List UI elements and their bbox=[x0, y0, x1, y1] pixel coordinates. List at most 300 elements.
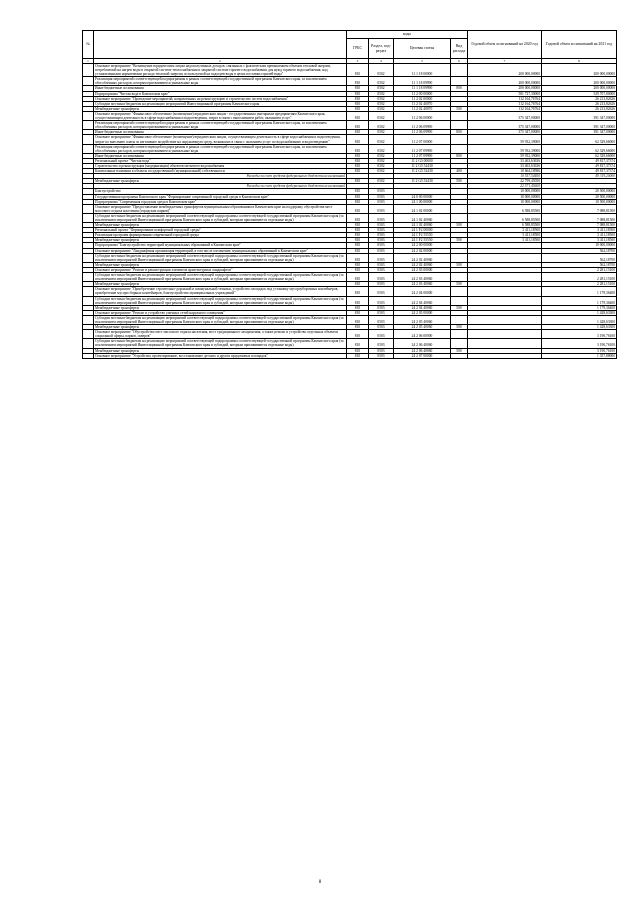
row-name-cell: Межбюджетные трансферты bbox=[94, 223, 347, 228]
target-article-cell: 11 2 07 09990 bbox=[394, 153, 451, 158]
target-article-cell: 11 2 06 09990 bbox=[394, 121, 451, 130]
amount-2021-cell: 562,18700 bbox=[542, 248, 617, 253]
target-article-cell: 11 2 G5 52430 bbox=[394, 169, 451, 174]
amount-2020-cell: 59 932,39000 bbox=[468, 153, 542, 158]
row-name-cell: Основное мероприятие "Финансовое обеспечение (возмещение) юридическим лицам, осуществляющим деятельность в сфере водоснабжения и водоотведения, затрат по внесению платы за негативное воздействие на окружающую среду, возникших в связи с оказанием услуг по водоснабжению и водоотведению" bbox=[94, 135, 347, 144]
grbs-code-cell: 810 bbox=[347, 144, 369, 153]
amount-2021-cell: 49 817,37374 bbox=[542, 163, 617, 168]
grbs-code-cell: 810 bbox=[347, 315, 369, 324]
amount-2021-cell: 1 428,63300 bbox=[542, 310, 617, 315]
row-number-cell bbox=[83, 315, 94, 324]
grbs-code-cell: 810 bbox=[347, 153, 369, 158]
expense-type-cell bbox=[451, 330, 468, 339]
grbs-code-cell: 810 bbox=[347, 189, 369, 194]
amount-2021-cell: 3 190,76100 bbox=[542, 339, 617, 348]
row-number-cell bbox=[83, 64, 94, 77]
target-article-cell: 24 2 03 00000 bbox=[394, 267, 451, 272]
row-name-cell: Основное мероприятие "Предоставление межбюджетных трансфертов муниципальным образованиям в Камчатском крае на поддержку обустройства мест массового отдыха населения (городских парков)" bbox=[94, 204, 347, 213]
row-number-cell bbox=[83, 204, 94, 213]
amount-2020-cell: 112 164,76764 bbox=[468, 101, 542, 106]
amount-2020-cell: 3 411,18500 bbox=[468, 238, 542, 243]
table-row bbox=[83, 77, 617, 86]
amount-2021-cell: 49 319,20000 bbox=[542, 174, 617, 179]
grbs-code-cell: 810 bbox=[347, 273, 369, 282]
row-name-cell: Капитальные вложения в объекты государственной (муниципальной) собственности bbox=[94, 169, 347, 174]
target-article-cell: 11 2 06 00000 bbox=[394, 111, 451, 120]
section-code-cell: 0502 bbox=[369, 144, 394, 153]
row-number-cell bbox=[83, 296, 94, 305]
amount-2020-cell: 6 588,85500 bbox=[468, 213, 542, 222]
table-row bbox=[83, 330, 617, 339]
grbs-code-cell: 810 bbox=[347, 106, 369, 111]
row-name-cell: Подпрограмма "Чистая вода в Камчатском крае" bbox=[94, 91, 347, 96]
grbs-code-cell: 810 bbox=[347, 339, 369, 348]
grbs-code-cell: 810 bbox=[347, 213, 369, 222]
section-code-cell: 0502 bbox=[369, 96, 394, 101]
expense-type-cell bbox=[451, 77, 468, 86]
expense-type-cell: 800 bbox=[451, 86, 468, 91]
row-name-cell: Межбюджетные трансферты bbox=[94, 106, 347, 111]
expense-type-cell: 800 bbox=[451, 130, 468, 135]
target-article-cell: 11 1 18 09990 bbox=[394, 86, 451, 91]
row-name-cell: Основное мероприятие "Ремонт и реконструкция элементов архитектурных ландшафтов" bbox=[94, 267, 347, 272]
amount-2021-cell: 2 281,15100 bbox=[542, 267, 617, 272]
amount-2021-cell: 3 190,76100 bbox=[542, 348, 617, 353]
grbs-code-cell: 810 bbox=[347, 248, 369, 253]
row-number-cell bbox=[83, 77, 94, 86]
row-name-cell: Реализация программ формирования современной городской среды bbox=[94, 233, 347, 238]
amount-2021-cell: 26 213,82626 bbox=[542, 96, 617, 101]
expense-type-cell: 800 bbox=[451, 153, 468, 158]
grbs-code-cell: 810 bbox=[347, 348, 369, 353]
expense-type-cell bbox=[451, 144, 468, 153]
expense-type-cell bbox=[451, 339, 468, 348]
row-name-cell: Региональный проект "Формирование комфортной городской среды" bbox=[94, 228, 347, 233]
row-number-cell bbox=[83, 213, 94, 222]
target-article-cell: 24 1 02 40060 bbox=[394, 223, 451, 228]
column-number: 8 bbox=[542, 59, 617, 64]
amount-2021-cell: 26 213,82626 bbox=[542, 106, 617, 111]
target-article-cell: 24 2 04 40060 bbox=[394, 305, 451, 310]
target-article-cell: 24 2 05 40060 bbox=[394, 315, 451, 324]
section-code-cell: 0503 bbox=[369, 194, 394, 199]
grbs-code-cell: 810 bbox=[347, 111, 369, 120]
row-number-cell bbox=[83, 287, 94, 296]
grbs-code-cell: 810 bbox=[347, 96, 369, 101]
row-name-cell: Подпрограмма "Современная городская среда в Камчатском крае" bbox=[94, 199, 347, 204]
table-row bbox=[83, 296, 617, 305]
col-number-header: № bbox=[83, 31, 94, 59]
grbs-code-cell: 810 bbox=[347, 330, 369, 339]
amount-2020-cell bbox=[468, 315, 542, 324]
amount-2021-cell: 391 347,00000 bbox=[542, 111, 617, 120]
target-article-cell: 11 2 00 00000 bbox=[394, 91, 451, 96]
amount-2021-cell: 49 817,37374 bbox=[542, 158, 617, 163]
section-code-cell: 0502 bbox=[369, 64, 394, 77]
row-name-cell: Основное мероприятие "Обустройство мест массового отдыха населения, мест традиционного захоронения, а также ремонт и устройство отдельных объектов социальной сферы, парков, скверов" bbox=[94, 330, 347, 339]
page-number: 8 bbox=[318, 880, 322, 885]
target-article-cell: 11 1 18 00000 bbox=[394, 64, 451, 77]
target-article-cell: 11 2 07 09990 bbox=[394, 144, 451, 153]
amount-2021-cell: 1 179,36400 bbox=[542, 305, 617, 310]
grbs-code-cell: 810 bbox=[347, 305, 369, 310]
amount-2020-cell: 10 557,54400 bbox=[468, 174, 542, 179]
row-name-cell: Субсидии местным бюджетам на реализацию мероприятий соответствующей подпрограммы соответствующей государственной программы Камчатского края (за исключением мероприятий Инвестиционной программы Камчатского края и субсидий, которым присваиваются отдельные коды) bbox=[94, 253, 347, 262]
section-code-cell: 0503 bbox=[369, 353, 394, 358]
row-name-cell: Основное мероприятие "Возмещение юридическим лицам недополученных доходов, связанных с фактическим превышением объемов тепловой энергии, потребляемой на нагрев воды в открытой системе теплоснабжения и закрытой системе горячего водоснабжения для нужд горячего водоснабжения, над установленными нормативами расхода тепловой энергии, используемой на подогрев воды в целях поставки горячей воды" bbox=[94, 64, 347, 77]
expense-type-cell bbox=[451, 204, 468, 213]
target-article-cell: 24 1 02 00000 bbox=[394, 204, 451, 213]
amount-2021-cell: 20 500,00000 bbox=[542, 189, 617, 194]
amount-2021-cell: 200 000,00000 bbox=[542, 86, 617, 91]
target-article-cell: 24 2 06 40060 bbox=[394, 348, 451, 353]
section-code-cell: 0502 bbox=[369, 179, 394, 184]
expense-type-cell: 400 bbox=[451, 169, 468, 174]
amount-2021-cell: 562,18700 bbox=[542, 253, 617, 262]
column-number: 4 bbox=[369, 59, 394, 64]
grbs-code-cell: 810 bbox=[347, 91, 369, 96]
grbs-code-cell: 810 bbox=[347, 262, 369, 267]
section-code-cell: 0503 bbox=[369, 305, 394, 310]
table-row bbox=[83, 204, 617, 213]
target-article-cell: 11 1 18 09990 bbox=[394, 77, 451, 86]
amount-2021-cell: 3 411,18500 bbox=[542, 228, 617, 233]
table-row bbox=[83, 253, 617, 262]
row-name-cell: Основное мероприятие "Финансовое обеспечение (возмещение) юридическим лицам - государственным унитарным предприятиям Камчатского края, осуществляющим деятельность в сфере водоснабжения и водоотведения, затрат в связи с выполнением работ, оказанием услуг" bbox=[94, 111, 347, 120]
amount-2020-cell bbox=[468, 287, 542, 296]
section-code-cell: 0503 bbox=[369, 330, 394, 339]
amount-2021-cell: 200 000,00000 bbox=[542, 64, 617, 77]
amount-2020-cell bbox=[468, 339, 542, 348]
table-body bbox=[83, 64, 617, 359]
row-number-cell bbox=[83, 144, 94, 153]
grbs-code-cell: 810 bbox=[347, 101, 369, 106]
row-name-cell: Основное мероприятие "Ремонт и устройство уличных сетей наружного освещения" bbox=[94, 310, 347, 315]
section-code-cell: 0503 bbox=[369, 204, 394, 213]
col-2020-header: Годовой объем ассигнований на 2020 год bbox=[468, 31, 542, 59]
amount-2020-cell: 59 932,39000 bbox=[468, 144, 542, 153]
amount-2021-cell: 1 179,36400 bbox=[542, 287, 617, 296]
column-number: 3 bbox=[347, 59, 369, 64]
amount-2021-cell: 49 817,37374 bbox=[542, 169, 617, 174]
grbs-code-cell: 810 bbox=[347, 282, 369, 287]
section-code-cell: 0503 bbox=[369, 223, 394, 228]
section-code-cell: 0503 bbox=[369, 273, 394, 282]
section-code-cell: 0502 bbox=[369, 153, 394, 158]
amount-2020-cell: 375 347,00000 bbox=[468, 130, 542, 135]
row-number-cell bbox=[83, 353, 94, 358]
grbs-code-cell: 810 bbox=[347, 64, 369, 77]
table-row bbox=[83, 287, 617, 296]
row-number-cell bbox=[83, 330, 94, 339]
grbs-code-cell: 810 bbox=[347, 310, 369, 315]
table-row bbox=[83, 111, 617, 120]
amount-2020-cell: 200 000,00000 bbox=[468, 77, 542, 86]
target-article-cell: 24 2 06 40060 bbox=[394, 339, 451, 348]
section-code-cell: 0503 bbox=[369, 267, 394, 272]
expense-type-cell bbox=[451, 296, 468, 305]
row-name-cell: Субсидии местным бюджетам на реализацию мероприятий соответствующей подпрограммы соответствующей государственной программы Камчатского края (за исключением мероприятий Инвестиционной программы Камчатского края и субсидий, которым присваиваются отдельные коды) bbox=[94, 213, 347, 222]
target-article-cell: 24 2 07 00000 bbox=[394, 353, 451, 358]
amount-2020-cell: 10 664,18586 bbox=[468, 169, 542, 174]
amount-2021-cell: 10 500,00000 bbox=[542, 199, 617, 204]
row-name-cell: Межбюджетные трансферты bbox=[94, 325, 347, 330]
target-article-cell: 24 1 00 00000 bbox=[394, 199, 451, 204]
section-code-cell: 0502 bbox=[369, 77, 394, 86]
table-row bbox=[83, 339, 617, 348]
expense-type-cell bbox=[451, 111, 468, 120]
section-code-cell: 0502 bbox=[369, 121, 394, 130]
expense-type-cell bbox=[451, 121, 468, 130]
grbs-code-cell: 810 bbox=[347, 296, 369, 305]
table-row bbox=[83, 353, 617, 358]
row-name-cell: Иные бюджетные ассигнования bbox=[94, 86, 347, 91]
row-name-cell: Межбюджетные трансферты bbox=[94, 348, 347, 353]
target-article-cell: 11 2 02 40070 bbox=[394, 106, 451, 111]
target-article-cell: 24 2 03 40060 bbox=[394, 282, 451, 287]
column-number: 6 bbox=[451, 59, 468, 64]
amount-2021-cell: 200 000,00000 bbox=[542, 77, 617, 86]
expense-type-cell bbox=[451, 64, 468, 77]
amount-2021-cell: 62 329,66000 bbox=[542, 153, 617, 158]
grbs-code-cell: 810 bbox=[347, 130, 369, 135]
row-number-cell bbox=[83, 253, 94, 262]
grbs-code-cell: 810 bbox=[347, 204, 369, 213]
grbs-code-cell: 810 bbox=[347, 86, 369, 91]
expense-type-cell: 500 bbox=[451, 262, 468, 267]
row-name-cell: Реализация мероприятий соответствующей подпрограммы в рамках соответствующей государственной программы Камчатского края, за исключением обособленных расходов, которым присваиваются уникальные коды bbox=[94, 121, 347, 130]
amount-2020-cell: 6 588,85500 bbox=[468, 223, 542, 228]
amount-2021-cell: 2 281,15100 bbox=[542, 282, 617, 287]
section-code-cell: 0503 bbox=[369, 248, 394, 253]
section-code-cell: 0502 bbox=[369, 135, 394, 144]
section-code-cell: 0502 bbox=[369, 111, 394, 120]
section-code-cell: 0503 bbox=[369, 199, 394, 204]
row-name-cell: Межбюджетные трансферты bbox=[94, 262, 347, 267]
row-name-cell: Межбюджетные трансферты bbox=[94, 238, 347, 243]
row-name-cell: Субсидии местным бюджетам на реализацию мероприятий соответствующей подпрограммы соответствующей государственной программы Камчатского края (за исключением мероприятий Инвестиционной программы Камчатского края и субсидий, которым присваиваются отдельные коды) bbox=[94, 339, 347, 348]
section-code-cell: 0503 bbox=[369, 310, 394, 315]
table-row bbox=[83, 213, 617, 222]
amount-2021-cell: 26 213,82626 bbox=[542, 101, 617, 106]
target-article-cell: 11 2 06 09990 bbox=[394, 130, 451, 135]
target-article-cell: 24 2 06 00000 bbox=[394, 330, 451, 339]
amount-2020-cell: 10 000,00000 bbox=[468, 194, 542, 199]
amount-2021-cell: 529 707,80000 bbox=[542, 91, 617, 96]
col-csr-header: Целевая статья bbox=[394, 39, 451, 59]
target-article-cell: 24 2 02 00000 bbox=[394, 248, 451, 253]
amount-2020-cell: 375 347,00000 bbox=[468, 111, 542, 120]
section-code-cell: 0502 bbox=[369, 91, 394, 96]
amount-2020-cell: 33 463,63636 bbox=[468, 163, 542, 168]
grbs-code-cell: 810 bbox=[347, 267, 369, 272]
grbs-code-cell: 810 bbox=[347, 233, 369, 238]
amount-2020-cell bbox=[468, 296, 542, 305]
amount-2021-cell: 7 088,81500 bbox=[542, 204, 617, 213]
section-code-cell: 0503 bbox=[369, 238, 394, 243]
amount-2020-cell: 3 411,18500 bbox=[468, 233, 542, 238]
amount-2020-cell bbox=[468, 330, 542, 339]
expense-type-cell bbox=[451, 135, 468, 144]
section-code-cell: 0503 bbox=[369, 228, 394, 233]
row-number-cell bbox=[83, 339, 94, 348]
section-code-cell: 0502 bbox=[369, 169, 394, 174]
row-name-cell: Расходы за счет средств федерального бюджета ассигнований bbox=[94, 184, 347, 189]
target-article-cell: 24 2 04 40060 bbox=[394, 296, 451, 305]
row-number-cell bbox=[83, 121, 94, 130]
target-article-cell: 11 2 07 00000 bbox=[394, 135, 451, 144]
row-number-cell bbox=[83, 135, 94, 144]
target-article-cell: 24 2 04 00000 bbox=[394, 287, 451, 296]
target-article-cell: 24 1 02 40060 bbox=[394, 213, 451, 222]
amount-2020-cell: 10 000,00000 bbox=[468, 199, 542, 204]
row-name-cell: Субсидии местным бюджетам на реализацию мероприятий соответствующей подпрограммы соответствующей государственной программы Камчатского края (за исключением мероприятий Инвестиционной программы Камчатского края и субсидий, которым присваиваются отдельные коды) bbox=[94, 273, 347, 282]
target-article-cell: 24 2 05 00000 bbox=[394, 310, 451, 315]
row-name-cell: Расходы за счет средств федерального бюджета ассигнований bbox=[94, 174, 347, 179]
row-name-cell: Межбюджетные трансферты bbox=[94, 179, 347, 184]
expense-type-cell: 500 bbox=[451, 348, 468, 353]
section-code-cell: 0503 bbox=[369, 315, 394, 324]
target-article-cell: 11 2 02 40070 bbox=[394, 101, 451, 106]
row-name-cell: Иные бюджетные ассигнования bbox=[94, 153, 347, 158]
amount-2020-cell bbox=[468, 353, 542, 358]
grbs-code-cell: 810 bbox=[347, 163, 369, 168]
row-number-cell bbox=[83, 111, 94, 120]
col-razdel-header: Раздел, под-раздел bbox=[369, 39, 394, 59]
grbs-code-cell: 810 bbox=[347, 169, 369, 174]
amount-2021-cell: 20 500,00000 bbox=[542, 194, 617, 199]
column-number: 2 bbox=[94, 59, 347, 64]
expense-type-cell: 500 bbox=[451, 179, 468, 184]
col-name-header bbox=[94, 31, 347, 59]
col-2021-header: Годовой объем ассигнований на 2021 год bbox=[542, 31, 617, 59]
grbs-code-cell: 810 bbox=[347, 325, 369, 330]
section-code-cell: 0503 bbox=[369, 287, 394, 296]
target-article-cell: 24 2 00 00000 bbox=[394, 243, 451, 248]
grbs-code-cell: 810 bbox=[347, 287, 369, 296]
row-name-cell: Региональный проект "Чистая вода" bbox=[94, 158, 347, 163]
section-code-cell: 0503 bbox=[369, 243, 394, 248]
section-code-cell: 0502 bbox=[369, 130, 394, 135]
expense-type-cell: 500 bbox=[451, 282, 468, 287]
grbs-code-cell: 810 bbox=[347, 199, 369, 204]
row-name-cell: Субсидии местным бюджетам на реализацию мероприятий Инвестиционной программы Камчатского края bbox=[94, 101, 347, 106]
amount-2021-cell: 3 411,18500 bbox=[542, 233, 617, 238]
table-row bbox=[83, 144, 617, 153]
amount-2021-cell: 1 179,36400 bbox=[542, 296, 617, 305]
expense-type-cell bbox=[451, 353, 468, 358]
expense-type-cell: 500 bbox=[451, 238, 468, 243]
grbs-code-cell: 810 bbox=[347, 253, 369, 262]
section-code-cell: 0503 bbox=[369, 262, 394, 267]
table-row bbox=[83, 64, 617, 77]
grbs-code-cell: 810 bbox=[347, 243, 369, 248]
grbs-code-cell: 810 bbox=[347, 228, 369, 233]
target-article-cell: 24 1 F2 55550 bbox=[394, 238, 451, 243]
amount-2020-cell: 59 932,39000 bbox=[468, 135, 542, 144]
target-article-cell: 11 2 G5 52430 bbox=[394, 163, 451, 168]
amount-2020-cell: 200 000,00000 bbox=[468, 64, 542, 77]
row-name-cell: Основное мероприятие "Приобретение строительно-дорожной и коммунальной техники, устройство площадок под установку мусороуборочных контейнеров, приобретение мусоросборных контейнеров, благоустройство муниципальных учреждений" bbox=[94, 287, 347, 296]
target-article-cell: 24 2 05 40060 bbox=[394, 325, 451, 330]
row-name-cell: Реализация мероприятий соответствующей подпрограммы в рамках соответствующей государственной программы Камчатского края, за исключением обособленных расходов, которым присваиваются уникальные коды bbox=[94, 144, 347, 153]
amount-2021-cell: 62 329,66000 bbox=[542, 144, 617, 153]
budget-table bbox=[82, 30, 617, 359]
section-code-cell: 0502 bbox=[369, 158, 394, 163]
row-name-cell: Иные бюджетные ассигнования bbox=[94, 130, 347, 135]
amount-2020-cell: 112 164,76764 bbox=[468, 96, 542, 101]
target-article-cell: 24 1 F2 00000 bbox=[394, 228, 451, 233]
expense-type-cell: 500 bbox=[451, 223, 468, 228]
expense-type-cell bbox=[451, 253, 468, 262]
row-name-cell: Субсидии местным бюджетам на реализацию мероприятий соответствующей подпрограммы соответствующей государственной программы Камчатского края (за исключением мероприятий Инвестиционной программы Камчатского края и субсидий, которым присваиваются отдельные коды) bbox=[94, 296, 347, 305]
target-article-cell: 24 1 F2 55550 bbox=[394, 233, 451, 238]
amount-2020-cell: 6 588,85500 bbox=[468, 204, 542, 213]
amount-2020-cell: 112 164,76764 bbox=[468, 106, 542, 111]
amount-2020-cell: 375 347,00000 bbox=[468, 121, 542, 130]
section-code-cell: 0503 bbox=[369, 233, 394, 238]
amount-2021-cell: 1 357,88000 bbox=[542, 353, 617, 358]
column-number: 7 bbox=[468, 59, 542, 64]
row-name-cell: Благоустройство bbox=[94, 189, 347, 194]
column-number: 5 bbox=[394, 59, 451, 64]
amount-2021-cell: 7 088,81500 bbox=[542, 213, 617, 222]
col-grbs-header: ГРБС bbox=[347, 39, 369, 59]
expense-type-cell: 500 bbox=[451, 106, 468, 111]
amount-2020-cell: 33 463,63636 bbox=[468, 158, 542, 163]
grbs-code-cell: 810 bbox=[347, 121, 369, 130]
amount-2021-cell: 391 347,00000 bbox=[542, 130, 617, 135]
table-row bbox=[83, 273, 617, 282]
target-article-cell: 11 2 G5 52430 bbox=[394, 179, 451, 184]
amount-2020-cell: 22 799,45050 bbox=[468, 179, 542, 184]
row-name-cell: Основное мероприятие "Ландшафтная организация территорий, в том числе озеленение, муниципальных образований в Камчатском крае" bbox=[94, 248, 347, 253]
grbs-code-cell: 810 bbox=[347, 179, 369, 184]
section-code-cell: 0503 bbox=[369, 253, 394, 262]
expense-type-cell bbox=[451, 273, 468, 282]
table-row bbox=[83, 121, 617, 130]
amount-2021-cell: 562,18700 bbox=[542, 262, 617, 267]
target-article-cell: 11 2 02 00000 bbox=[394, 96, 451, 101]
grbs-code-cell: 810 bbox=[347, 353, 369, 358]
amount-2020-cell: 22 571,45600 bbox=[468, 184, 542, 189]
amount-2021-cell: 10 000,00000 bbox=[542, 243, 617, 248]
expense-type-cell bbox=[451, 213, 468, 222]
expense-type-cell bbox=[451, 287, 468, 296]
column-number: 1 bbox=[83, 59, 94, 64]
grbs-code-cell: 810 bbox=[347, 223, 369, 228]
amount-2021-cell: 1 428,63300 bbox=[542, 315, 617, 324]
target-article-cell: 24 2 02 40060 bbox=[394, 253, 451, 262]
amount-2020-cell bbox=[468, 273, 542, 282]
row-name-cell: Реализация мероприятий соответствующей подпрограммы в рамках соответствующей государственной программы Камчатского края, за исключением обособленных расходов, которым присваиваются уникальные коды bbox=[94, 77, 347, 86]
codes-group-header: коды bbox=[347, 31, 468, 39]
grbs-code-cell: 810 bbox=[347, 158, 369, 163]
grbs-code-cell: 810 bbox=[347, 238, 369, 243]
amount-2020-cell bbox=[468, 253, 542, 262]
expense-type-cell: 500 bbox=[451, 305, 468, 310]
table-header bbox=[83, 31, 617, 64]
amount-2021-cell: 391 347,00000 bbox=[542, 121, 617, 130]
row-name-cell: Строительство и реконструкция (модернизация) объектов питьевого водоснабжения bbox=[94, 163, 347, 168]
table-row bbox=[83, 135, 617, 144]
section-code-cell: 0503 bbox=[369, 325, 394, 330]
row-name-cell: Подпрограмма "Благоустройство территорий муниципальных образований в Камчатском крае" bbox=[94, 243, 347, 248]
amount-2020-cell: 581 727,30000 bbox=[468, 91, 542, 96]
target-article-cell: 24 2 03 40060 bbox=[394, 273, 451, 282]
row-name-cell: Межбюджетные трансферты bbox=[94, 305, 347, 310]
row-name-cell: Субсидии местным бюджетам на реализацию мероприятий соответствующей подпрограммы соответствующей государственной программы Камчатского края (за исключением мероприятий Инвестиционной программы Камчатского края и субсидий, которым присваиваются отдельные коды) bbox=[94, 315, 347, 324]
